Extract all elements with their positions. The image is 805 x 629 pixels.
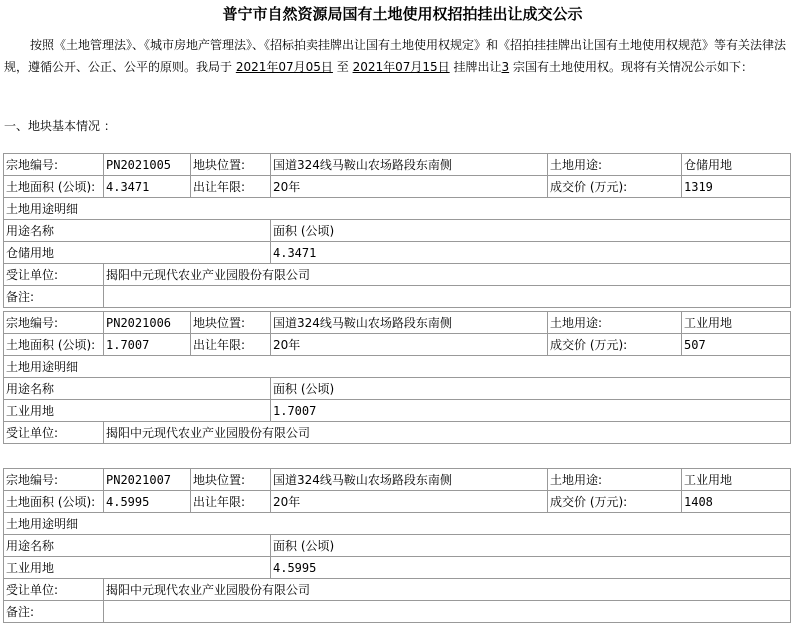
use-detail-heading-row — [4, 513, 791, 535]
start-date: 2021年07月05日 — [235, 60, 333, 74]
term-value: 20年 — [271, 176, 548, 198]
buyer-value: 揭阳中元现代农业产业园股份有限公司 — [104, 264, 791, 286]
use-area-header: 面积 (公顷) — [271, 220, 791, 242]
parcel-row-basic — [4, 469, 791, 491]
use-name-header: 用途名称 — [4, 535, 271, 557]
use-name-value: 工业用地 — [4, 400, 271, 422]
intro-text-2: 至 — [332, 60, 353, 74]
remark-value — [104, 601, 791, 623]
land-use-value: 仓储用地 — [682, 154, 791, 176]
location-label: 地块位置: — [191, 312, 271, 334]
location-label: 地块位置: — [191, 154, 271, 176]
use-detail-heading: 土地用途明细 — [4, 356, 791, 378]
area-label: 土地面积 (公顷): — [4, 334, 104, 356]
intro-paragraph — [4, 34, 799, 78]
remark-row — [4, 286, 791, 308]
area-label: 土地面积 (公顷): — [4, 176, 104, 198]
use-detail-heading: 土地用途明细 — [4, 513, 791, 535]
land-use-label: 土地用途: — [548, 312, 682, 334]
intro-text-1: 按照《土地管理法》、《城市房地产管理法》、《招标拍卖挂牌出让国有土地使用权规定》和《招拍挂挂牌出让国有土地使用权规范》等有关法律法规，遵循公开、公正、公平的原则。我局于 — [4, 38, 787, 74]
buyer-label: 受让单位: — [4, 579, 104, 601]
section-heading: 一、地块基本情况 ： — [4, 119, 116, 133]
price-label: 成交价 (万元): — [548, 176, 682, 198]
parcel-no-value: PN2021006 — [104, 312, 191, 334]
use-detail-row — [4, 400, 791, 422]
use-detail-row — [4, 242, 791, 264]
price-value: 507 — [682, 334, 791, 356]
use-detail-heading: 土地用途明细 — [4, 198, 791, 220]
use-detail-header-row — [4, 378, 791, 400]
buyer-value: 揭阳中元现代农业产业园股份有限公司 — [104, 422, 791, 444]
location-value: 国道324线马鞍山农场路段东南侧 — [271, 469, 548, 491]
location-value: 国道324线马鞍山农场路段东南侧 — [271, 312, 548, 334]
area-value: 1.7007 — [104, 334, 191, 356]
use-name-value: 工业用地 — [4, 557, 271, 579]
buyer-row — [4, 422, 791, 444]
land-use-value: 工业用地 — [682, 469, 791, 491]
parcel-table — [3, 153, 791, 308]
parcel-row-basic — [4, 154, 791, 176]
parcel-table — [3, 311, 791, 444]
remark-label: 备注: — [4, 286, 104, 308]
use-detail-header-row — [4, 535, 791, 557]
use-area-value: 4.5995 — [271, 557, 791, 579]
parcel-row-area — [4, 176, 791, 198]
remark-row — [4, 601, 791, 623]
term-label: 出让年限: — [191, 176, 271, 198]
remark-value — [104, 286, 791, 308]
intro-text-3: 挂牌出让 — [449, 60, 502, 74]
remark-label: 备注: — [4, 601, 104, 623]
price-label: 成交价 (万元): — [548, 334, 682, 356]
term-label: 出让年限: — [191, 334, 271, 356]
buyer-value: 揭阳中元现代农业产业园股份有限公司 — [104, 579, 791, 601]
intro-text-4: 宗国有土地使用权。现将有关情况公示如下： — [509, 60, 753, 74]
area-label: 土地面积 (公顷): — [4, 491, 104, 513]
land-use-label: 土地用途: — [548, 154, 682, 176]
end-date: 2021年07月15日 — [352, 60, 450, 74]
location-value: 国道324线马鞍山农场路段东南侧 — [271, 154, 548, 176]
price-value: 1319 — [682, 176, 791, 198]
parcel-no-label: 宗地编号: — [4, 469, 104, 491]
area-value: 4.5995 — [104, 491, 191, 513]
land-use-label: 土地用途: — [548, 469, 682, 491]
term-label: 出让年限: — [191, 491, 271, 513]
land-use-value: 工业用地 — [682, 312, 791, 334]
area-value: 4.3471 — [104, 176, 191, 198]
use-name-header: 用途名称 — [4, 220, 271, 242]
parcel-no-value: PN2021007 — [104, 469, 191, 491]
use-detail-header-row — [4, 220, 791, 242]
parcel-row-area — [4, 491, 791, 513]
price-value: 1408 — [682, 491, 791, 513]
buyer-label: 受让单位: — [4, 264, 104, 286]
use-area-header: 面积 (公顷) — [271, 378, 791, 400]
buyer-label: 受让单位: — [4, 422, 104, 444]
use-area-value: 1.7007 — [271, 400, 791, 422]
use-detail-heading-row — [4, 198, 791, 220]
buyer-row — [4, 264, 791, 286]
price-label: 成交价 (万元): — [548, 491, 682, 513]
use-area-value: 4.3471 — [271, 242, 791, 264]
parcel-no-value: PN2021005 — [104, 154, 191, 176]
use-name-header: 用途名称 — [4, 378, 271, 400]
term-value: 20年 — [271, 491, 548, 513]
use-detail-row — [4, 557, 791, 579]
buyer-row — [4, 579, 791, 601]
parcel-no-label: 宗地编号: — [4, 312, 104, 334]
parcel-row-area — [4, 334, 791, 356]
parcel-no-label: 宗地编号: — [4, 154, 104, 176]
parcel-table — [3, 468, 791, 623]
use-detail-heading-row — [4, 356, 791, 378]
term-value: 20年 — [271, 334, 548, 356]
page-title: 普宁市自然资源局国有土地使用权招拍挂出让成交公示 — [222, 5, 583, 23]
use-area-header: 面积 (公顷) — [271, 535, 791, 557]
parcel-row-basic — [4, 312, 791, 334]
location-label: 地块位置: — [191, 469, 271, 491]
use-name-value: 仓储用地 — [4, 242, 271, 264]
parcel-count: 3 — [501, 60, 510, 74]
